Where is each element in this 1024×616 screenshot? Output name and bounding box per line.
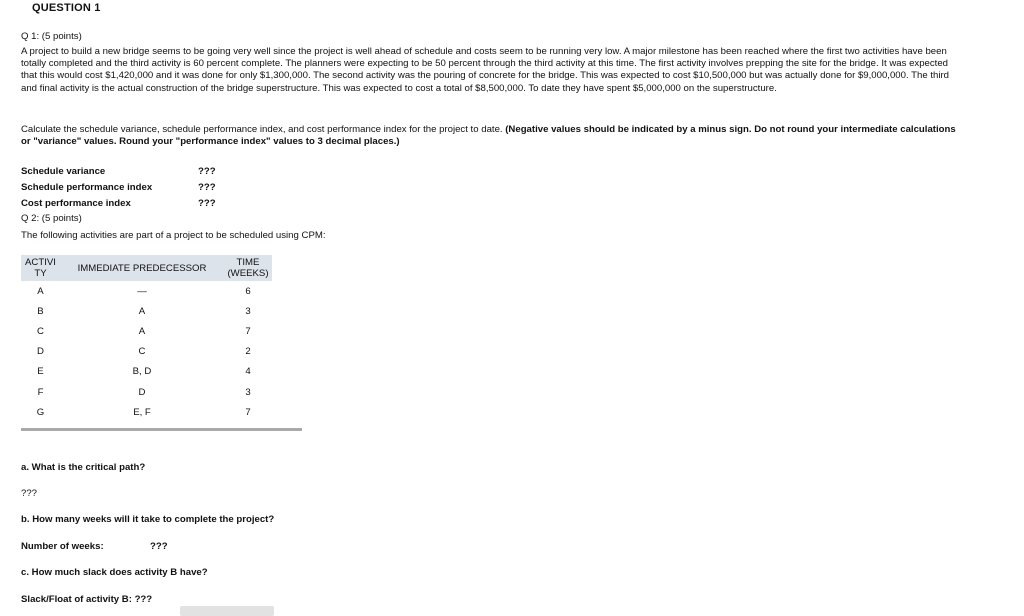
q1-problem-text: A project to build a new bridge seems to be going very well since the project is well ahead of schedule and costs seem to be running very low. A major milestone has been reached where the first two activities have been totally completed and the third activity is 60 percent complete. The planners were expecting to be 50 percent through the third activity at this time. The first activity involves prepping the site for the bridge. It was expected that this would cost $1,420,000 and it was done for only $1,300,000. The second activity was the pouring of concrete for the bridge. This was expected to cost $10,500,000 but was actually done for $9,000,000. The third and final activity is the actual construction of the bridge superstructure. This was expected to cost a total of $8,500,000. To date they have spent $5,000,000 on the superstructure. bbox=[21, 46, 949, 94]
table-row bbox=[21, 362, 272, 382]
file-upload-button[interactable] bbox=[180, 606, 274, 616]
table-row bbox=[21, 321, 272, 341]
slack-label-text: Slack/Float of activity B: bbox=[21, 594, 135, 605]
cell-time: 4 bbox=[245, 366, 251, 378]
table-header-row bbox=[21, 255, 272, 281]
header-activity-line1: ACTIVI bbox=[25, 257, 56, 268]
part-b-question: b. How many weeks will it take to complete the project? bbox=[21, 514, 275, 525]
cell-activity: C bbox=[37, 325, 44, 337]
cell-time: 6 bbox=[245, 285, 251, 297]
cell-time: 7 bbox=[245, 325, 251, 337]
cell-activity: G bbox=[36, 406, 45, 418]
cell-time: 3 bbox=[245, 386, 251, 398]
cost-performance-index-answer[interactable]: ??? bbox=[198, 198, 216, 209]
cell-activity: B bbox=[37, 305, 44, 317]
header-time bbox=[224, 255, 272, 281]
header-activity-line2: TY bbox=[34, 268, 47, 279]
cost-performance-index-label: Cost performance index bbox=[21, 198, 131, 209]
table-row bbox=[21, 382, 272, 402]
table-row bbox=[21, 342, 272, 362]
cell-predecessor: D bbox=[138, 386, 146, 398]
q1-label: Q 1: (5 points) bbox=[21, 31, 82, 42]
schedule-variance-answer[interactable]: ??? bbox=[198, 166, 216, 177]
q1-instruction bbox=[21, 124, 956, 148]
q2-intro: The following activities are part of a project to be scheduled using CPM: bbox=[21, 230, 326, 241]
cell-activity: A bbox=[37, 285, 44, 297]
table-bottom-divider bbox=[21, 428, 302, 431]
cell-time: 2 bbox=[245, 346, 251, 358]
header-activity bbox=[21, 255, 60, 281]
cell-predecessor: B, D bbox=[132, 366, 152, 378]
cell-activity: E bbox=[37, 366, 44, 378]
header-time-line2: (WEEKS) bbox=[227, 268, 269, 279]
cell-time: 3 bbox=[245, 305, 251, 317]
table-row bbox=[21, 402, 272, 422]
part-c-question: c. How much slack does activity B have? bbox=[21, 567, 208, 578]
cpm-activity-table bbox=[21, 255, 272, 422]
schedule-variance-label: Schedule variance bbox=[21, 166, 106, 177]
cell-time: 7 bbox=[245, 406, 251, 418]
q2-label: Q 2: (5 points) bbox=[21, 213, 82, 224]
critical-path-answer[interactable]: ??? bbox=[21, 488, 38, 499]
q1-instruction-plain: Calculate the schedule variance, schedule performance index, and cost performance index for the project to date. bbox=[21, 124, 506, 135]
table-row bbox=[21, 281, 272, 301]
schedule-performance-index-answer[interactable]: ??? bbox=[198, 182, 216, 193]
cell-predecessor: C bbox=[138, 346, 146, 358]
slack-label bbox=[21, 594, 152, 606]
question-heading: QUESTION 1 bbox=[32, 2, 101, 14]
cell-predecessor: A bbox=[138, 325, 146, 337]
cell-predecessor: A bbox=[138, 305, 146, 317]
header-predecessor: IMMEDIATE PREDECESSOR bbox=[60, 255, 224, 281]
table-row bbox=[21, 301, 272, 321]
schedule-performance-index-label: Schedule performance index bbox=[21, 182, 153, 193]
cell-activity: F bbox=[37, 386, 44, 398]
number-of-weeks-answer[interactable]: ??? bbox=[150, 541, 168, 552]
header-time-line1: TIME bbox=[236, 257, 260, 268]
cell-predecessor: — bbox=[137, 285, 147, 297]
q1-instruction-bold: (Negative values should be indicated by a minus sign. Do not round your intermediate calculations or "variance" values. Round your "performance index" values to 3 decimal places.) bbox=[21, 124, 956, 148]
cell-predecessor: E, F bbox=[133, 406, 151, 418]
number-of-weeks-label: Number of weeks: bbox=[21, 541, 104, 552]
slack-answer[interactable]: ??? bbox=[134, 594, 153, 605]
part-a-question: a. What is the critical path? bbox=[21, 462, 146, 473]
cell-activity: D bbox=[37, 346, 44, 358]
